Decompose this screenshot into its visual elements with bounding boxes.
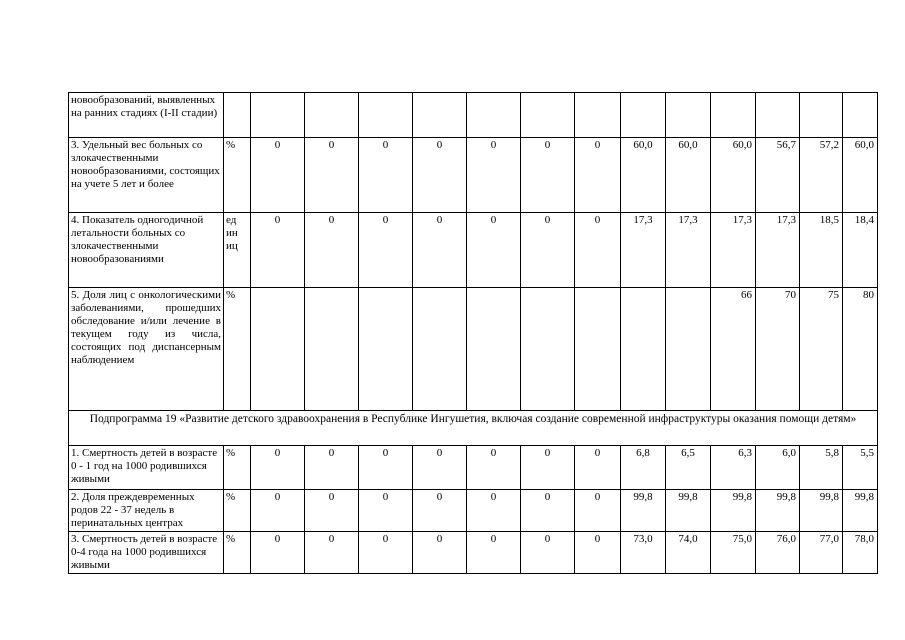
value-cell: 0 — [251, 213, 305, 288]
value-cell: 0 — [413, 532, 467, 574]
value-cell: 0 — [467, 138, 521, 213]
value-cell: 0 — [521, 532, 575, 574]
value-cell: 0 — [251, 490, 305, 532]
value-cell: 5,8 — [800, 446, 843, 490]
value-cell — [359, 288, 413, 411]
value-cell — [467, 93, 521, 138]
value-cell: 17,3 — [711, 213, 756, 288]
value-cell — [800, 93, 843, 138]
value-cell: 0 — [467, 213, 521, 288]
value-cell: 0 — [413, 446, 467, 490]
value-cell: 6,3 — [711, 446, 756, 490]
value-cell — [621, 288, 666, 411]
value-cell: 17,3 — [666, 213, 711, 288]
table-row — [69, 213, 878, 288]
value-cell — [359, 93, 413, 138]
value-cell — [467, 288, 521, 411]
value-cell — [521, 288, 575, 411]
table-row — [69, 446, 878, 490]
value-cell — [756, 93, 800, 138]
unit-cell: % — [224, 288, 251, 411]
table-row — [69, 138, 878, 213]
unit-cell: % — [224, 490, 251, 532]
value-cell: 99,8 — [711, 490, 756, 532]
value-cell: 99,8 — [843, 490, 878, 532]
value-cell: 60,0 — [843, 138, 878, 213]
value-cell: 70 — [756, 288, 800, 411]
value-cell — [413, 93, 467, 138]
value-cell: 18,5 — [800, 213, 843, 288]
value-cell: 0 — [359, 138, 413, 213]
value-cell: 0 — [413, 138, 467, 213]
unit-cell: % — [224, 446, 251, 490]
value-cell: 6,0 — [756, 446, 800, 490]
table-row — [69, 93, 878, 138]
table-row — [69, 490, 878, 532]
value-cell: 99,8 — [756, 490, 800, 532]
value-cell: 0 — [251, 446, 305, 490]
value-cell — [575, 288, 621, 411]
value-cell: 0 — [305, 138, 359, 213]
value-cell: 57,2 — [800, 138, 843, 213]
value-cell: 99,8 — [800, 490, 843, 532]
value-cell: 0 — [575, 213, 621, 288]
value-cell — [251, 93, 305, 138]
value-cell: 6,5 — [666, 446, 711, 490]
value-cell: 73,0 — [621, 532, 666, 574]
value-cell: 17,3 — [756, 213, 800, 288]
unit-cell: % — [224, 138, 251, 213]
indicator-label: 1. Смертность детей в возрасте 0 - 1 год на 1000 родившихся живыми — [69, 446, 224, 490]
value-cell — [305, 93, 359, 138]
indicator-label: 2. Доля преждевременных родов 22 - 37 недель в перинатальных центрах — [69, 490, 224, 532]
subprogram-title: Подпрограмма 19 «Развитие детского здравоохранения в Республике Ингушетия, включая создание современной инфраструктуры оказания помощи детям» — [69, 411, 878, 446]
value-cell — [711, 93, 756, 138]
value-cell: 0 — [251, 138, 305, 213]
value-cell: 0 — [305, 532, 359, 574]
value-cell: 77,0 — [800, 532, 843, 574]
value-cell: 0 — [305, 213, 359, 288]
value-cell: 0 — [359, 532, 413, 574]
value-cell — [666, 288, 711, 411]
value-cell: 75,0 — [711, 532, 756, 574]
value-cell: 0 — [305, 446, 359, 490]
indicator-label: новообразований, выявленных на ранних стадиях (I-II стадии) — [69, 93, 224, 138]
value-cell: 60,0 — [711, 138, 756, 213]
value-cell: 0 — [305, 490, 359, 532]
table-row — [69, 288, 878, 411]
indicators-table — [68, 92, 878, 574]
value-cell: 0 — [575, 490, 621, 532]
value-cell: 18,4 — [843, 213, 878, 288]
value-cell: 0 — [575, 446, 621, 490]
value-cell — [621, 93, 666, 138]
value-cell: 0 — [251, 532, 305, 574]
value-cell: 99,8 — [666, 490, 711, 532]
value-cell: 0 — [467, 490, 521, 532]
value-cell: 78,0 — [843, 532, 878, 574]
value-cell — [251, 288, 305, 411]
subprogram-row — [69, 411, 878, 446]
value-cell: 0 — [521, 138, 575, 213]
value-cell: 0 — [467, 532, 521, 574]
value-cell — [575, 93, 621, 138]
indicator-label: 3. Удельный вес больных со злокачественными новообразованиями, состоящих на учете 5 лет и более — [69, 138, 224, 213]
value-cell: 0 — [413, 213, 467, 288]
value-cell — [521, 93, 575, 138]
value-cell — [305, 288, 359, 411]
value-cell: 0 — [359, 490, 413, 532]
value-cell: 60,0 — [621, 138, 666, 213]
value-cell — [843, 93, 878, 138]
value-cell: 99,8 — [621, 490, 666, 532]
value-cell: 56,7 — [756, 138, 800, 213]
value-cell: 0 — [359, 446, 413, 490]
value-cell: 66 — [711, 288, 756, 411]
value-cell: 76,0 — [756, 532, 800, 574]
table-row — [69, 532, 878, 574]
value-cell: 60,0 — [666, 138, 711, 213]
unit-cell: % — [224, 532, 251, 574]
value-cell: 5,5 — [843, 446, 878, 490]
value-cell: 0 — [467, 446, 521, 490]
value-cell: 75 — [800, 288, 843, 411]
value-cell: 0 — [575, 138, 621, 213]
value-cell: 6,8 — [621, 446, 666, 490]
indicator-label: 5. Доля лиц с онкологическими заболеваниями, прошедших обследование и/или лечение в текущем году из числа, состоящих под диспансерным наблюдением — [69, 288, 224, 411]
indicator-label: 4. Показатель одногодичной летальности больных со злокачественными новообразованиями — [69, 213, 224, 288]
value-cell: 0 — [359, 213, 413, 288]
value-cell: 0 — [413, 490, 467, 532]
value-cell: 0 — [521, 213, 575, 288]
indicator-label: 3. Смертность детей в возрасте 0-4 года на 1000 родившихся живыми — [69, 532, 224, 574]
value-cell: 0 — [521, 490, 575, 532]
value-cell — [666, 93, 711, 138]
value-cell — [413, 288, 467, 411]
value-cell: 0 — [575, 532, 621, 574]
unit-cell: ед ин иц — [224, 213, 251, 288]
value-cell: 17,3 — [621, 213, 666, 288]
unit-cell — [224, 93, 251, 138]
value-cell: 74,0 — [666, 532, 711, 574]
value-cell: 0 — [521, 446, 575, 490]
value-cell: 80 — [843, 288, 878, 411]
